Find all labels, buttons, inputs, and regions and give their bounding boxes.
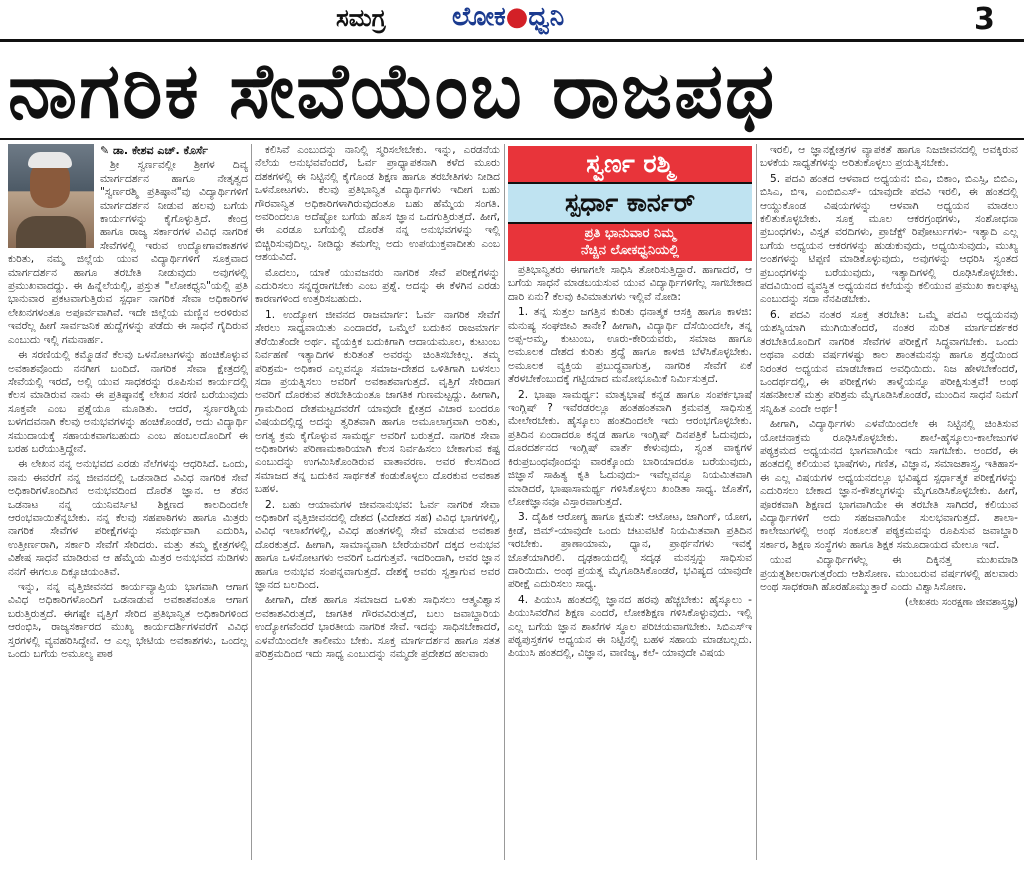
- column-divider: [504, 144, 505, 860]
- paragraph: ಇನ್ನು, ನನ್ನ ವೃತ್ತಿಜೀವನದ ಕಾರ್ಯವ್ಯಾಪ್ತಿಯ ಭಾಗವಾಗಿ ಆಗಾಗ ವಿವಿಧ ಅಧಿಕಾರಿಗಳೊಂದಿಗೆ ಒಡನಾಡುವ ಅವಕಾಶವಂತೂ ಆಗಾಗ ಬರುತ್ತಿರುತ್ತದೆ. ಈಗಷ್ಟೇ ವೃತ್ತಿಗೆ ಸೇರಿದ ಪ್ರತಿಭಾನ್ವಿತ ಅಧಿಕಾರಿಗಳಿಂದ ಆರಂಭಿಸಿ, ರಾಜ್ಯಸರ್ಕಾರದ ಮುಖ್ಯ ಕಾರ್ಯದರ್ಶಿಗಳವರೆಗೆ ವಿವಿಧ ಸ್ತರಗಳಲ್ಲಿ ವ್ಯವಹರಿಸಿದ್ದೇನೆ. ಆ ಎಲ್ಲ ಭೇಟಿಯ ಅವಕಾಶಗಳು, ಒಂದಲ್ಲ ಒಂದು ಬಗೆಯ ಅಮೂಲ್ಯ ಪಾಠ: [8, 581, 248, 661]
- article-column-1: [8, 144, 248, 864]
- paragraph: 3. ದೈಹಿಕ ಆರೋಗ್ಯ ಹಾಗೂ ಕ್ಷಮತೆ: ಆಟೋಟ, ಜಾಗಿಂಗ್, ಯೋಗ, ಕ್ರೀಡೆ, ಜಿಮ್-ಯಾವುದೇ ಒಂದು ಚಟುವಟಿಕೆ ನಿಯಮಿತವಾಗಿ ಪ್ರತಿದಿನ ಇರಬೇಕು. ಪ್ರಾಣಾಯಾಮ, ಧ್ಯಾನ, ಪ್ರಾರ್ಥನೆಗಳು ಇವಕ್ಕೆ ಜೊತೆಯಾಗಿರಲಿ. ದೃಢಕಾಯದಲ್ಲಿ ಸದೃಢ ಮನಸ್ಸನ್ನು ಸಾಧಿಸುವ ದಾರಿಯಿದು. ಅಂಥ ಪ್ರಯತ್ನ ಮೈಗೂಡಿಸಿಕೊಂಡರೆ, ಭವಿಷ್ಯದ ಯಾವುದೇ ಪರೀಕ್ಷೆ ಎದುರಿಸಲು ಸಾಧ್ಯ.: [508, 511, 752, 591]
- article-column-2: [255, 144, 500, 864]
- author-credit: (ಲೇಖಕರು ಸಂರಕ್ಷಣಾ ಜೀವಶಾಸ್ತ್ರಜ್ಞ): [904, 597, 1018, 609]
- masthead: [0, 0, 1024, 40]
- column-divider: [251, 144, 252, 860]
- promo-line-2: ನೆಚ್ಚಿನ ಲೋಕಧ್ವನಿಯಲ್ಲಿ: [580, 243, 680, 258]
- author-photo: [8, 144, 94, 248]
- paragraph: ಯುವ ವಿದ್ಯಾರ್ಥಿಗಳೆಲ್ಲ ಈ ದಿಕ್ಕಿನತ್ತ ಮುಖಮಾಡಿ ಪ್ರಯತ್ನಶೀಲರಾಗುತ್ತರೆಂದು ಆಶಿಸೋಣ. ಮುಂಬರುವ ವರ್ಷಗಳಲ್ಲಿ ಹಲವಾರು ಅಂಥ ಸಾಧಕರಾಗಿ ಹೊರಹೊಮ್ಮುತ್ತಾರೆ ಎಂದು ವಿಶ್ವಾಸಿಸೋಣ.: [760, 554, 1018, 593]
- page-number: 3: [974, 2, 995, 37]
- logo-text-2: ಧ್ವನಿ: [528, 2, 565, 32]
- logo-text: ಲೋಕ: [452, 2, 506, 32]
- article-column-3: [508, 152, 752, 864]
- paragraph: ಪ್ರತಿಭಾನ್ವಿತರು ಈಗಾಗಲೇ ಸಾಧಿಸಿ ತೋರಿಸುತ್ತಿದ್ದಾರೆ. ಹಾಗಾದರೆ, ಆ ಬಗೆಯ ಸಾಧನೆ ಮಾಡಬಯಸುವ ಯುವ ವಿದ್ಯಾರ್ಥಿಗಳಿಗೆಲ್ಲ ಸಾಗಬೇಕಾದ ದಾರಿ ಏನು? ಕೆಲವು ಕಿವಿಮಾತುಗಳು ಇಲ್ಲಿವೆ ನೋಡಿ:: [508, 264, 752, 303]
- logo-dot-icon: ●: [505, 2, 529, 32]
- column-divider: [756, 144, 757, 860]
- paragraph: 2. ಭಾಷಾ ಸಾಮರ್ಥ್ಯ: ಮಾತೃಭಾಷೆ ಕನ್ನಡ ಹಾಗೂ ಸಂಪರ್ಕಭಾಷೆ ಇಂಗ್ಲಿಷ್ ? ಇವೆರಡರಲ್ಲೂ ಹಂತಹಂತವಾಗಿ ಕ್ರಮವತ್ತ ಸಾಧಿಸುತ್ತ ಮೇಲೇರಬೇಕು. ಹೈಸ್ಕೂಲು ಹಂತದಿಂದಲೇ ಇದು ಆರಂಭಗೊಳ್ಳಬೇಕು. ಪ್ರತಿದಿನ ಏಂದಾದರೂ ಕನ್ನಡ ಹಾಗೂ ಇಂಗ್ಲಿಷ್ ದಿನಪತ್ರಿಕೆ ಓದುವುದು, ದೂರದರ್ಶನದ ಇಂಗ್ಲಿಷ್ ವಾರ್ತೆ ಕೇಳುವುದು, ಸ್ವಂತ ವಾಕ್ಯಗಳ ಕಿರುಪ್ರಬಂಧವೊಂದನ್ನು ವಾರಕ್ಕೊಂದು ಬಾರಿಯಾದರೂ ಬರೆಯುವುದು, ಜಿಜ್ಞಾಸೆ ಸಾಹಿತ್ಯ ಕೃತಿ ಓದುವುದು- ಇವೆಲ್ಲವನ್ನೂ ನಿಯಮಿತವಾಗಿ ಮಾಡಿದರೆ, ಭಾಷಾಸಾಮರ್ಥ್ಯ ಗಳಿಸಿಕೊಳ್ಳಲು ಖಂಡಿತಾ ಸಾಧ್ಯ. ಜೊತೆಗೆ, ಲೋಕಜ್ಞಾನವೂ ವಿಸ್ತಾರವಾಗುತ್ತದೆ.: [508, 388, 752, 508]
- promo-subtitle: ಸ್ಪರ್ಧಾ ಕಾರ್ನರ್: [508, 182, 752, 224]
- article-column-4: [760, 144, 1018, 864]
- paragraph: ಇರಲಿ, ಆ ಜ್ಞಾನಕ್ಷೇತ್ರಗಳ ವ್ಯಾಪಕತೆ ಹಾಗೂ ನಿಜಜೀವನದಲ್ಲಿ ಅವಕ್ಕಿರುವ ಬಳಕೆಯ ಸಾಧ್ಯತೆಗಳನ್ನು ಅರಿತುಕೊಳ್ಳಲು ಪ್ರಯತ್ನಿಸಬೇಕು.: [760, 144, 1018, 170]
- paragraph: ಕಲಿಸಿವೆ ಎಂಬುದನ್ನು ನಾನಿಲ್ಲಿ ಸ್ಮರಿಸಲೇಬೇಕು. ಇನ್ನು, ಎರಡನೆಯ ನೆಲೆಯ ಅನುಭವವೆಂದರೆ, ಓರ್ವ ಪ್ರಾಧ್ಯಾಪಕನಾಗಿ ಕಳೆದ ಮೂರು ದಶಕಗಳಲ್ಲಿ ಈ ನಿಟ್ಟಿನಲ್ಲಿ ಕೈಗೊಂಡ ಶಿಕ್ಷಣ ಹಾಗೂ ತರಬೇತಿಗಳು ನೀಡಿದ ಒಳನೋಟಗಳು. ಕೆಲವು ಪ್ರತಿಭಾನ್ವಿತ ವಿದ್ಯಾರ್ಥಿಗಳು ಇದೀಗ ಬಹು ಗೌರವಾನ್ವಿತ ಅಧಿಕಾರಿಗಳಾಗಿರುವುದಂತೂ ಬಹು ಹೆಮ್ಮೆಯ ಸಂಗತಿ. ಅವರಿಂದಲೂ ಅದೆಷ್ಟೋ ಬಗೆಯ ಹೊಸ ಜ್ಞಾನ ಒದಗುತ್ತಿರುತ್ತದೆ. ಹೀಗೆ, ಈ ಎರಡೂ ಬಗೆಯಲ್ಲಿ ದೊರೆತ ನನ್ನ ಅನುಭವಗಳನ್ನು ಇಲ್ಲಿ ಬಿಚ್ಚಿರಿಸುವುದಿಲ್ಲ. ನೀಡಿದ್ದು ತಮಗೆಲ್ಲ ಅದು ಉಪಯುಕ್ತವಾದೀತು ಎಂಬ ಆಶಯವಿದೆ.: [255, 144, 500, 264]
- paragraph: ಹೀಗಾಗಿ, ದೇಶ ಹಾಗೂ ಸಮಾಜದ ಒಳಿತು ಸಾಧಿಸಲು ಆತ್ಮವಿಶ್ವಾಸ ಅವಕಾಶವಿರುತ್ತದೆ, ಜಾಗತಿಕ ಗೌರವವಿರುತ್ತದೆ, ಬಲು ಜವಾಬ್ದಾರಿಯ ಉದ್ಯೋಗವೆಂದರೆ ಭಾರತೀಯ ನಾಗರಿಕ ಸೇವೆ. ಇದನ್ನು ಸಾಧಿಸಬೇಕಾದರೆ, ಎಳವೆಯಿಂದಲೇ ತಾಲೀಮು ಬೇಕು. ಸೂಕ್ತ ಮಾರ್ಗದರ್ಶನ ಹಾಗೂ ಸತತ ಪರಿಶ್ರಮದಿಂದ ಇದು ಸಾಧ್ಯ ಎಂಬುದನ್ನು ನಮ್ಮದೇ ಪ್ರದೇಶದ ಹಲವಾರು: [255, 594, 500, 661]
- paragraph: 1. ಉದ್ಯೋಗ ಜೀವನದ ರಾಜಮಾರ್ಗ: ಓರ್ವ ನಾಗರಿಕ ಸೇವೆಗೆ ಸೇರಲು ಸಾಧ್ಯವಾಯಿತು ಎಂದಾದರೆ, ಒಮ್ಮೆಲೆ ಬದುಕಿನ ರಾಜಮಾರ್ಗ ತೆರೆಯಿತೆಂದೇ ಅರ್ಥ. ವ್ಯೆಯಕ್ತಿಕ ಬದುಕಿಗಾಗಿ ಆದಾಯಮೂಲ, ಕುಟುಂಬ ನಿರ್ವಹಣೆ ಇತ್ಯಾದಿಗಳ ಕುರಿತಂತೆ ಅವರನ್ನು ಚಿಂತಿಸಬೇಕಿಲ್ಲ. ತಮ್ಮ ಪರಿಶ್ರಮ- ಅಧಿಕಾರ ಎಲ್ಲವನ್ನೂ ಸಮಾಜ-ದೇಶದ ಒಳಿತಿಗಾಗಿ ಬಳಸಲು ಸದಾ ಪ್ರಯತ್ನಿಸಲು ಅವರಿಗೆ ಅವಕಾಶವಾಗುತ್ತದೆ. ವೃತ್ತಿಗೆ ಸೇರಿದಾಗ ಅವರಿಗೆ ದೊರಕುವ ತರಬೇತಿಯಂತೂ ಜಾಗತಿಕ ಗುಣಮಟ್ಟದ್ದು. ಹೀಗಾಗಿ, ಗ್ರಾಮದಿಂದ ದೇಶಮಟ್ಟದವರೆಗೆ ಯಾವುದೇ ಕ್ಷೇತ್ರದ ವಿಚಾರ ಬಂದರೂ ವಿಷಯದಲ್ಲಿದ್ದ ಅದನ್ನು ತ್ವರಿತವಾಗಿ ಹಾಗೂ ಅಮೂಲಾಗ್ರವಾಗಿ ಅರಿತು, ಅಗತ್ಯ ಕ್ರಮ ಕೈಗೊಳ್ಳುವ ಸಾಮರ್ಥ್ಯ ಅವರಿಗೆ ಬರುತ್ತದೆ. ನಾಗರಿಕ ಸೇವಾ ಅಧಿಕಾರಿಗಳು ಪರಿಣಾಮಕಾರಿಯಾಗಿ ಕೆಲಸ ನಿರ್ವಹಿಸಲು ಬೇಕಾಗುವ ಕಷ್ಟ ಎಂಬುದನ್ನು ಉಗಮಿಸಿಕೊಂಡಿರುವ ವಾತಾವರಣ. ಅವರ ಕೆಲಸದಿಂದ ಸಮಾಜದ ತನ್ನ ಬದುಕಿನ ಸಾರ್ಥಕತೆ ಕಂಡುಕೊಳ್ಳಲು ದೊರಕುವ ಅವಕಾಶ ಬಹಳ.: [255, 308, 500, 496]
- paragraph: ಈ ಸರಣಿಯಲ್ಲಿ ಕಮ್ಮೊಡನೆ ಕೆಲವು ಒಳನೋಟಗಳನ್ನು ಹಂಚಿಕೊಳ್ಳುವ ಅವಕಾಶವೊಂದು ನನಗೀಗ ಬಂದಿದೆ. ನಾಗರಿಕ ಸೇವಾ ಕ್ಷೇತ್ರದಲ್ಲಿ ಸೇವೆಯಲ್ಲಿ ಇರದೆ, ಅಲ್ಲಿ ಯುವ ಸಾಧಕರನ್ನು ರೂಪಿಸುವ ಕಾರ್ಯದಲ್ಲಿ ಕೆಲಸ ಮಾಡಿರುವ ನಾನು ಈ ಪ್ರತಿಷ್ಠಾನಕ್ಕೆ ಲೇಖನ ಸರಣಿ ಬರೆಯುವುದು ಸೂಕ್ತವೇ ಎಂಬ ಪ್ರಶ್ನೆಯೂ ಮೂಡಿತು. ಆದರೆ, ಸ್ವರ್ಣರಶ್ಮಿಯ ಬಳಗದವನಾಗಿ ಕೆಲವು ಅನುಭವಗಳನ್ನು ಹಂಚಿಕೊಂಡರೆ, ಅದು ವಿದ್ಯಾರ್ಥಿ ಸಮುದಾಯಕ್ಕೆ ಸಹಾಯಕವಾಗಬಹುದು ಎಂಬ ಹಂಬಲದೊಂದಿಗೆ ಈ ಬರಹ ಬರೆಯುತ್ತಿದ್ದೇನೆ.: [8, 349, 248, 455]
- paragraph: ಹೀಗಾಗಿ, ವಿದ್ಯಾರ್ಥಿಗಳು ಎಳವೆಯಿಂದಲೇ ಈ ನಿಟ್ಟಿನಲ್ಲಿ ಚಿಂತಿಸುವ ಯೋಚನಾಕ್ರಮ ರೂಢಿಸಿಕೊಳ್ಳಬೇಕು. ಶಾಲೆ-ಹೈಸ್ಕೂಲು-ಕಾಲೇಜುಗಳ ಪಠ್ಯಕ್ರಮದ ಅಧ್ಯಯನದ ಭಾಗವಾಗಿಯೇ ಇದು ಸಾಗಬೇಕು. ಅಂದರೆ, ಈ ಹಂತದಲ್ಲಿ ಕಲಿಯುವ ಭಾಷೆಗಳು, ಗಣಿತ, ವಿಜ್ಞಾನ, ಸಮಾಜಶಾಸ್ತ್ರ, ಇತಿಹಾಸ- ಈ ಎಲ್ಲ ವಿಷಯಗಳ ಅಧ್ಯಯನದಲ್ಲೂ ಭವಿಷ್ಯದ ಸ್ಪರ್ಧಾತ್ಮಕ ಪರೀಕ್ಷೆಗಳನ್ನು ಎದುರಿಸಲು ಬೇಕಾದ ಜ್ಞಾನ-ಕೌಶಲ್ಯಗಳನ್ನು ಮೈಗೂಡಿಸಿಕೊಳ್ಳಬೇಕು. ಹೀಗೆ, ಪೂರಕವಾಗಿ ಶಿಕ್ಷಣದ ಭಾಗವಾಗಿಯೇ ಈ ತರಬೇತಿ ಸಾಗಿದರೆ, ಕಲಿಯುವ ವಿದ್ಯಾರ್ಥಿಗಳಿಗೆ ಅದು ಸಹಜವಾಗಿಯೇ ಸುಲಭವಾಗುತ್ತದೆ. ಶಾಲಾ-ಕಾಲೇಜುಗಳಲ್ಲಿ ಅಂಥ ಸಂಕೂಲತೆ ಪಠ್ಯಕ್ರಮವನ್ನು ರೂಪಿಸುವ ಜವಾಬ್ದಾರಿ ಸರ್ಕಾರ, ಶಿಕ್ಷಣ ಸಂಸ್ಥೆಗಳು ಹಾಗೂ ಶಿಕ್ಷಕ ಸಮೂದಾಯದ ಮೇಲೂ ಇದೆ.: [760, 418, 1018, 551]
- top-rule: [0, 39, 1024, 42]
- paragraph: 2. ಬಹು ಆಯಾಮಗಳ ಜೀವನಾನುಭವ: ಓರ್ವ ನಾಗರಿಕ ಸೇವಾ ಅಧಿಕಾರಿಗೆ ವೃತ್ತಿಜೀವನದಲ್ಲಿ ದೇಶದ (ವಿದೇಶದ ಸಹ) ವಿವಿಧ ಭಾಗಗಳಲ್ಲಿ, ವಿವಿಧ ಇಲಾಖೆಗಳಲ್ಲಿ, ವಿವಿಧ ಹಂತಗಳಲ್ಲಿ ಸೇವೆ ಮಾಡುವ ಅವಕಾಶ ದೊರಕುತ್ತದೆ. ಹೀಗಾಗಿ, ಸಾಮಾನ್ಯವಾಗಿ ಬೇರೆಯವರಿಗೆ ದಕ್ಕದ ಅನುಭವ ಹಾಗೂ ಒಳನೋಟಗಳು ಅವರಿಗೆ ಒದಗುತ್ತವೆ. ಇದರಿಂದಾಗಿ, ಅವರ ಜ್ಞಾನ ಹಾಗೂ ಅನುಭವ ಸಂಪನ್ನವಾಗುತ್ತದೆ. ದೇಶಕ್ಕೆ ಅವರು ಸ್ವತ್ತಾಗುವ ಅವರ ಜ್ಞಾನದ ಬಲದಿಂದ.: [255, 498, 500, 591]
- paragraph: 6. ಪದವಿ ನಂತರ ಸೂಕ್ತ ತರಬೇತಿ: ಒಮ್ಮೆ ಪದವಿ ಅಧ್ಯಯನವು ಯಶಸ್ವಿಯಾಗಿ ಮುಗಿಯಿತೆಂದರೆ, ನಂತರ ನುರಿತ ಮಾರ್ಗದರ್ಶಕರ ತರಬೇತಿಯೊಂದಿಗೆ ನಾಗರಿಕ ಸೇವೆಗಳ ಪರೀಕ್ಷೆಗೆ ಸಿದ್ಧವಾಗಬೇಕು. ಒಂದು ಅಥವಾ ಎರಡು ವರ್ಷಗಳಷ್ಟು ಕಾಲ ಶಾಂತಮನಸ್ಸು ಹಾಗೂ ಶ್ರದ್ಧೆಯಿಂದ ನಿರಂತರ ಅಧ್ಯಯನ ಮಾಡಬೇಕಾದ ಅವಧಿಯಿದು. ನಿಜ ಹೇಳಬೇಕೆಂದರೆ, ಒಂದರ್ಥದಲ್ಲಿ, ಈ ಪರೀಕ್ಷೆಗಳು ತಾಳ್ಮೆಯನ್ನೂ ಪರೀಕ್ಷಿಸುತ್ತವೆ! ಅಂಥ ಸಹನಶೀಲತೆ ಮತ್ತು ಪರಿಶ್ರಮ ಮೈಗೂಡಿಸಿಕೊಂಡರೆ, ಮುಂದಿನ ಸಾಧನೆ ನಿಮಗೆ ಸನ್ನಿಹಿತ ಎಂದೇ ಅರ್ಥ!: [760, 308, 1018, 415]
- paragraph: 4. ಪಿಯುಸಿ ಹಂತದಲ್ಲಿ ಜ್ಞಾನದ ಹರವು ಹೆಚ್ಚಬೇಕು: ಹೈಸ್ಕೂಲು - ಪಿಯುಸಿವರೆಗಿನ ಶಿಕ್ಷಣ ಎಂದರೆ, ಲೋಕಶಿಕ್ಷಣ ಗಳಿಸಿಕೊಳ್ಳುವುದು. ಇಲ್ಲಿ ಎಲ್ಲ ಬಗೆಯ ಜ್ಞಾನ ಶಾಖೆಗಳ ಸ್ಥೂಲ ಪರಿಚಯವಾಗಬೇಕು. ಸಿಬಿಎಸ್ಇ ಪಠ್ಯಪುಸ್ತಕಗಳ ಅಧ್ಯಯನ ಈ ನಿಟ್ಟಿನಲ್ಲಿ ಬಹಳ ಸಹಾಯ ಮಾಡಬಲ್ಲದು. ಪಿಯುಸಿ ಹಂತದಲ್ಲಿ, ವಿಜ್ಞಾನ, ವಾಣಿಜ್ಯ, ಕಲೆ- ಯಾವುದೇ ವಿಷಯ: [508, 593, 752, 660]
- paragraph: ಮೊದಲು, ಯಾಕೆ ಯುವಜನರು ನಾಗರಿಕ ಸೇವೆ ಪರೀಕ್ಷೆಗಳನ್ನು ಎದುರಿಸಲು ಸನ್ನದ್ಧರಾಗಬೇಕು ಎಂಬ ಪ್ರಶ್ನೆ. ಅದನ್ನು ಈ ಕೆಳಗಿನ ಎರಡು ಕಾರಣಗಳಿಂದ ಉತ್ತರಿಸಬಹುದು.: [255, 266, 500, 306]
- author-byline: ✎ ಡಾ. ಕೇಶವ ಎಚ್. ಕೊರ್ಸೆ: [100, 144, 208, 157]
- page-headline: ನಾಗರಿಕ ಸೇವೆಯೆಂಬ ರಾಜಪಥ: [8, 46, 777, 135]
- paragraph: 1. ತನ್ನ ಸುತ್ತಲ ಜಗತ್ತಿನ ಕುರಿತು ಧನಾತ್ಮಕ ಆಸಕ್ತಿ ಹಾಗೂ ಕಾಳಜಿ: ಮನುಷ್ಯ ಸಂಘಜೀವಿ ತಾನೇ? ಹೀಗಾಗಿ, ವಿದ್ಯಾರ್ಥಿ ದೆಸೆಯಿಂದಲೇ, ತನ್ನ ಅಪ್ಪ-ಅಮ್ಮ, ಕುಟುಂಬ, ಊರು-ಕೇರಿಯವರು, ಸಮಾಜ ಹಾಗೂ ಅಮೂಲಕ ದೇಶದ ಕುರಿತು ಶ್ರದ್ಧೆ ಹಾಗೂ ಕಾಳಜಿ ಬೆಳೆಸಿಕೊಳ್ಳಬೇಕು. ಅಮೂಲಕ ವ್ಯಕ್ತಿಯ ಪ್ರಬುದ್ಧವಾಗುತ್ತ, ನಾಗರಿಕ ಸೇವೆಗೆ ಏಕೆ ತೆರಳಬೇಕೆಂಬುದಕ್ಕೆ ಗಟ್ಟಿಯಾದ ಮನೋಭೂಮಿಕೆ ನಿರ್ಮಿಸುತ್ತದೆ.: [508, 306, 752, 386]
- promo-title: ಸ್ವರ್ಣ ರಶ್ಮಿ: [508, 146, 752, 182]
- headline-rule: [0, 138, 1024, 140]
- paragraph: ಈ ಲೇಖನ ನನ್ನ ಅನುಭವದ ಎರಡು ನೆಲೆಗಳನ್ನು ಆಧರಿಸಿದೆ. ಒಂದು, ನಾನು ಈವರೆಗೆ ನನ್ನ ಜೀವನದಲ್ಲಿ ಒಡನಾಡಿದ ವಿವಿಧ ನಾಗರಿಕ ಸೇವೆ ಅಧಿಕಾರಿಗಳೊಂದಿಗಿನ ಅನುಭವದಿಂದ ದೊರೆತ ಜ್ಞಾನ. ಆ ತೆರನ ಒಡನಾಟ ನನ್ನ ಯುನಿವರ್ಸಿಟಿ ಶಿಕ್ಷಣದ ಕಾಲದಿಂದಲೇ ಆರಂಭವಾಯಿತೆನ್ನಬೇಕು. ನನ್ನ ಕೆಲವು ಸಹಪಾಠಿಗಳು ಹಾಗೂ ಮಿತ್ರರು ನಾಗರಿಕ ಸೇವೆಗಳ ಪರೀಕ್ಷೆಗಳನ್ನು ಸಮರ್ಥವಾಗಿ ಎದುರಿಸಿ, ಉತ್ತೀರ್ಣರಾಗಿ, ಸರ್ಕಾರಿ ಸೇವೆಗೆ ಸೇರಿದರು. ಮತ್ತು ತಮ್ಮ ಕ್ಷೇತ್ರಗಳಲ್ಲಿ ವಿಶೇಷ ಸಾಧನೆ ಮಾಡಿರುವ ಆ ಹೆಮ್ಮೆಯ ಮಿತ್ರರ ಅನುಭವದ ನುಡಿಗಳು ನನಗೆ ಈಗಲೂ ದಿಕ್ಸೂಚಿಯಂತಿವೆ.: [8, 458, 248, 578]
- section-name: ಸಮಗ್ರ: [336, 4, 386, 32]
- paragraph: ಶ್ರೀ ಸ್ವರ್ಣವಲ್ಲೀ ಶ್ರೀಗಳ ದಿವ್ಯ ಮಾರ್ಗದರ್ಶನ ಹಾಗೂ ನೇತೃತ್ವದ "ಸ್ವರ್ಣರಶ್ಮಿ ಪ್ರತಿಷ್ಠಾನ"ವು ವಿದ್ಯಾರ್ಥಿಗಳಿಗೆ ಮಾರ್ಗದರ್ಶನ ನೀಡುವ ಹಲವು ಬಗೆಯ ಕಾರ್ಯಗಳನ್ನು ಕೈಗೊಳ್ಳುತ್ತಿದೆ. ಕೇಂದ್ರ ಹಾಗೂ ರಾಜ್ಯ ಸರ್ಕಾರಗಳ ವಿವಿಧ ನಾಗರಿಕ ಸೇವೆಗಳಲ್ಲಿ ಇರುವ ಉದ್ಯೋಗಾವಕಾಶಗಳ ಕುರಿತು, ನಮ್ಮ ಜಿಲ್ಲೆಯ ಯುವ ವಿದ್ಯಾರ್ಥಿಗಳಿಗೆ ಸೂಕ್ತವಾದ ಮಾರ್ಗದರ್ಶನ ಹಾಗೂ ತರಬೇತಿ ನೀಡುವುದು ಅವುಗಳಲ್ಲಿ ಪ್ರಮುಖವಾದದ್ದು. ಈ ಹಿನ್ನೆಲೆಯಲ್ಲಿ, ಪ್ರಸ್ತುತ "ಲೋಕಧ್ವನಿ"ಯಲ್ಲಿ ಪ್ರತಿ ಭಾನುವಾರ ಪ್ರಕಟವಾಗುತ್ತಿರುವ ಸ್ಪರ್ಧಾ ನಾಗರಿಕ ಸೇವಾ ಅಧಿಕಾರಿಗಳ ಲೇಖನಗಳಂತೂ ಅಪೂರ್ವವಾಗಿವೆ. ಇದೇ ಜಿಲ್ಲೆಯ ಮಣ್ಣಿನ ಅರಳಿರುವ ಇವರೆಲ್ಲ ಹೀಗೆ ಸಾರ್ವಜನಿಕ ಹುದ್ದೆಗಳನ್ನು ಪಡೆದು ಈ ಸಾಧನೆ ಗೈದಿರುವ ಎಂಬುದು ಇಲ್ಲಿ ಗಮನಾರ್ಹ.: [8, 159, 248, 346]
- promo-line-1: ಪ್ರತಿ ಭಾನುವಾರ ನಿಮ್ಮ: [584, 226, 676, 241]
- newspaper-logo: [452, 2, 564, 33]
- paragraph: 5. ಪದವಿ ಹಂತದ ಆಳವಾದ ಅಧ್ಯಯನ: ಬಿಎ, ಬಿಕಾಂ, ಬಿಎಸ್ಸಿ, ಬಿಬಿಎ, ಬಿಸಿಎ, ಬಿಇ, ಎಂಬಿಬಿಎಸ್- ಯಾವುದೇ ಪದವಿ ಇರಲಿ, ಈ ಹಂತದಲ್ಲಿ ಆಯ್ದುಕೊಂಡ ವಿಷಯಗಳನ್ನು ಆಳವಾಗಿ ಅಧ್ಯಯನ ಮಾಡಲು ಕಲಿತುಕೊಳ್ಳಬೇಕು. ಸೂಕ್ತ ಮೂಲ ಆಕರಗ್ರಂಥಗಳು, ಸಂಶೋಧನಾ ಪ್ರಬಂಧಗಳು, ವಿಸ್ತೃತ ವರದಿಗಳು, ಪ್ರಾಜೆಕ್ಟ್ ರಿಪೋರ್ಟುಗಳು- ಇತ್ಯಾದಿ ಎಲ್ಲ ಬಗೆಯ ಅಧ್ಯಯನ ಆಕರಗಳನ್ನು ಹುಡುಕುವುದು, ಅಧ್ಯಯಿಸುವುದು, ಮುಖ್ಯ ಅಂಶಗಳನ್ನು ಟಿಪ್ಪಣಿ ಮಾಡಿಕೊಳ್ಳುವುದು, ಅವುಗಳನ್ನು ಆಧರಿಸಿ ಸ್ವಂತದ ಪ್ರಬಂಧಗಳನ್ನು ಬರೆಯುವುದು, ಇತ್ಯಾದಿಗಳಲ್ಲಿ ರೂಢಿಸಿಕೊಳ್ಳಬೇಕು. ಪದವಿಯಿಂದ ವ್ಯವಸ್ಥಿತ ಅಧ್ಯಯನದ ಕಲೆಯನ್ನು ಕಲಿಯುವ ಪ್ರಮುಖ ಕಾಲಘಟ್ಟ ಎಂಬುದನ್ನು ಸದಾ ನೆನಪಿಡಬೇಕು.: [760, 172, 1018, 306]
